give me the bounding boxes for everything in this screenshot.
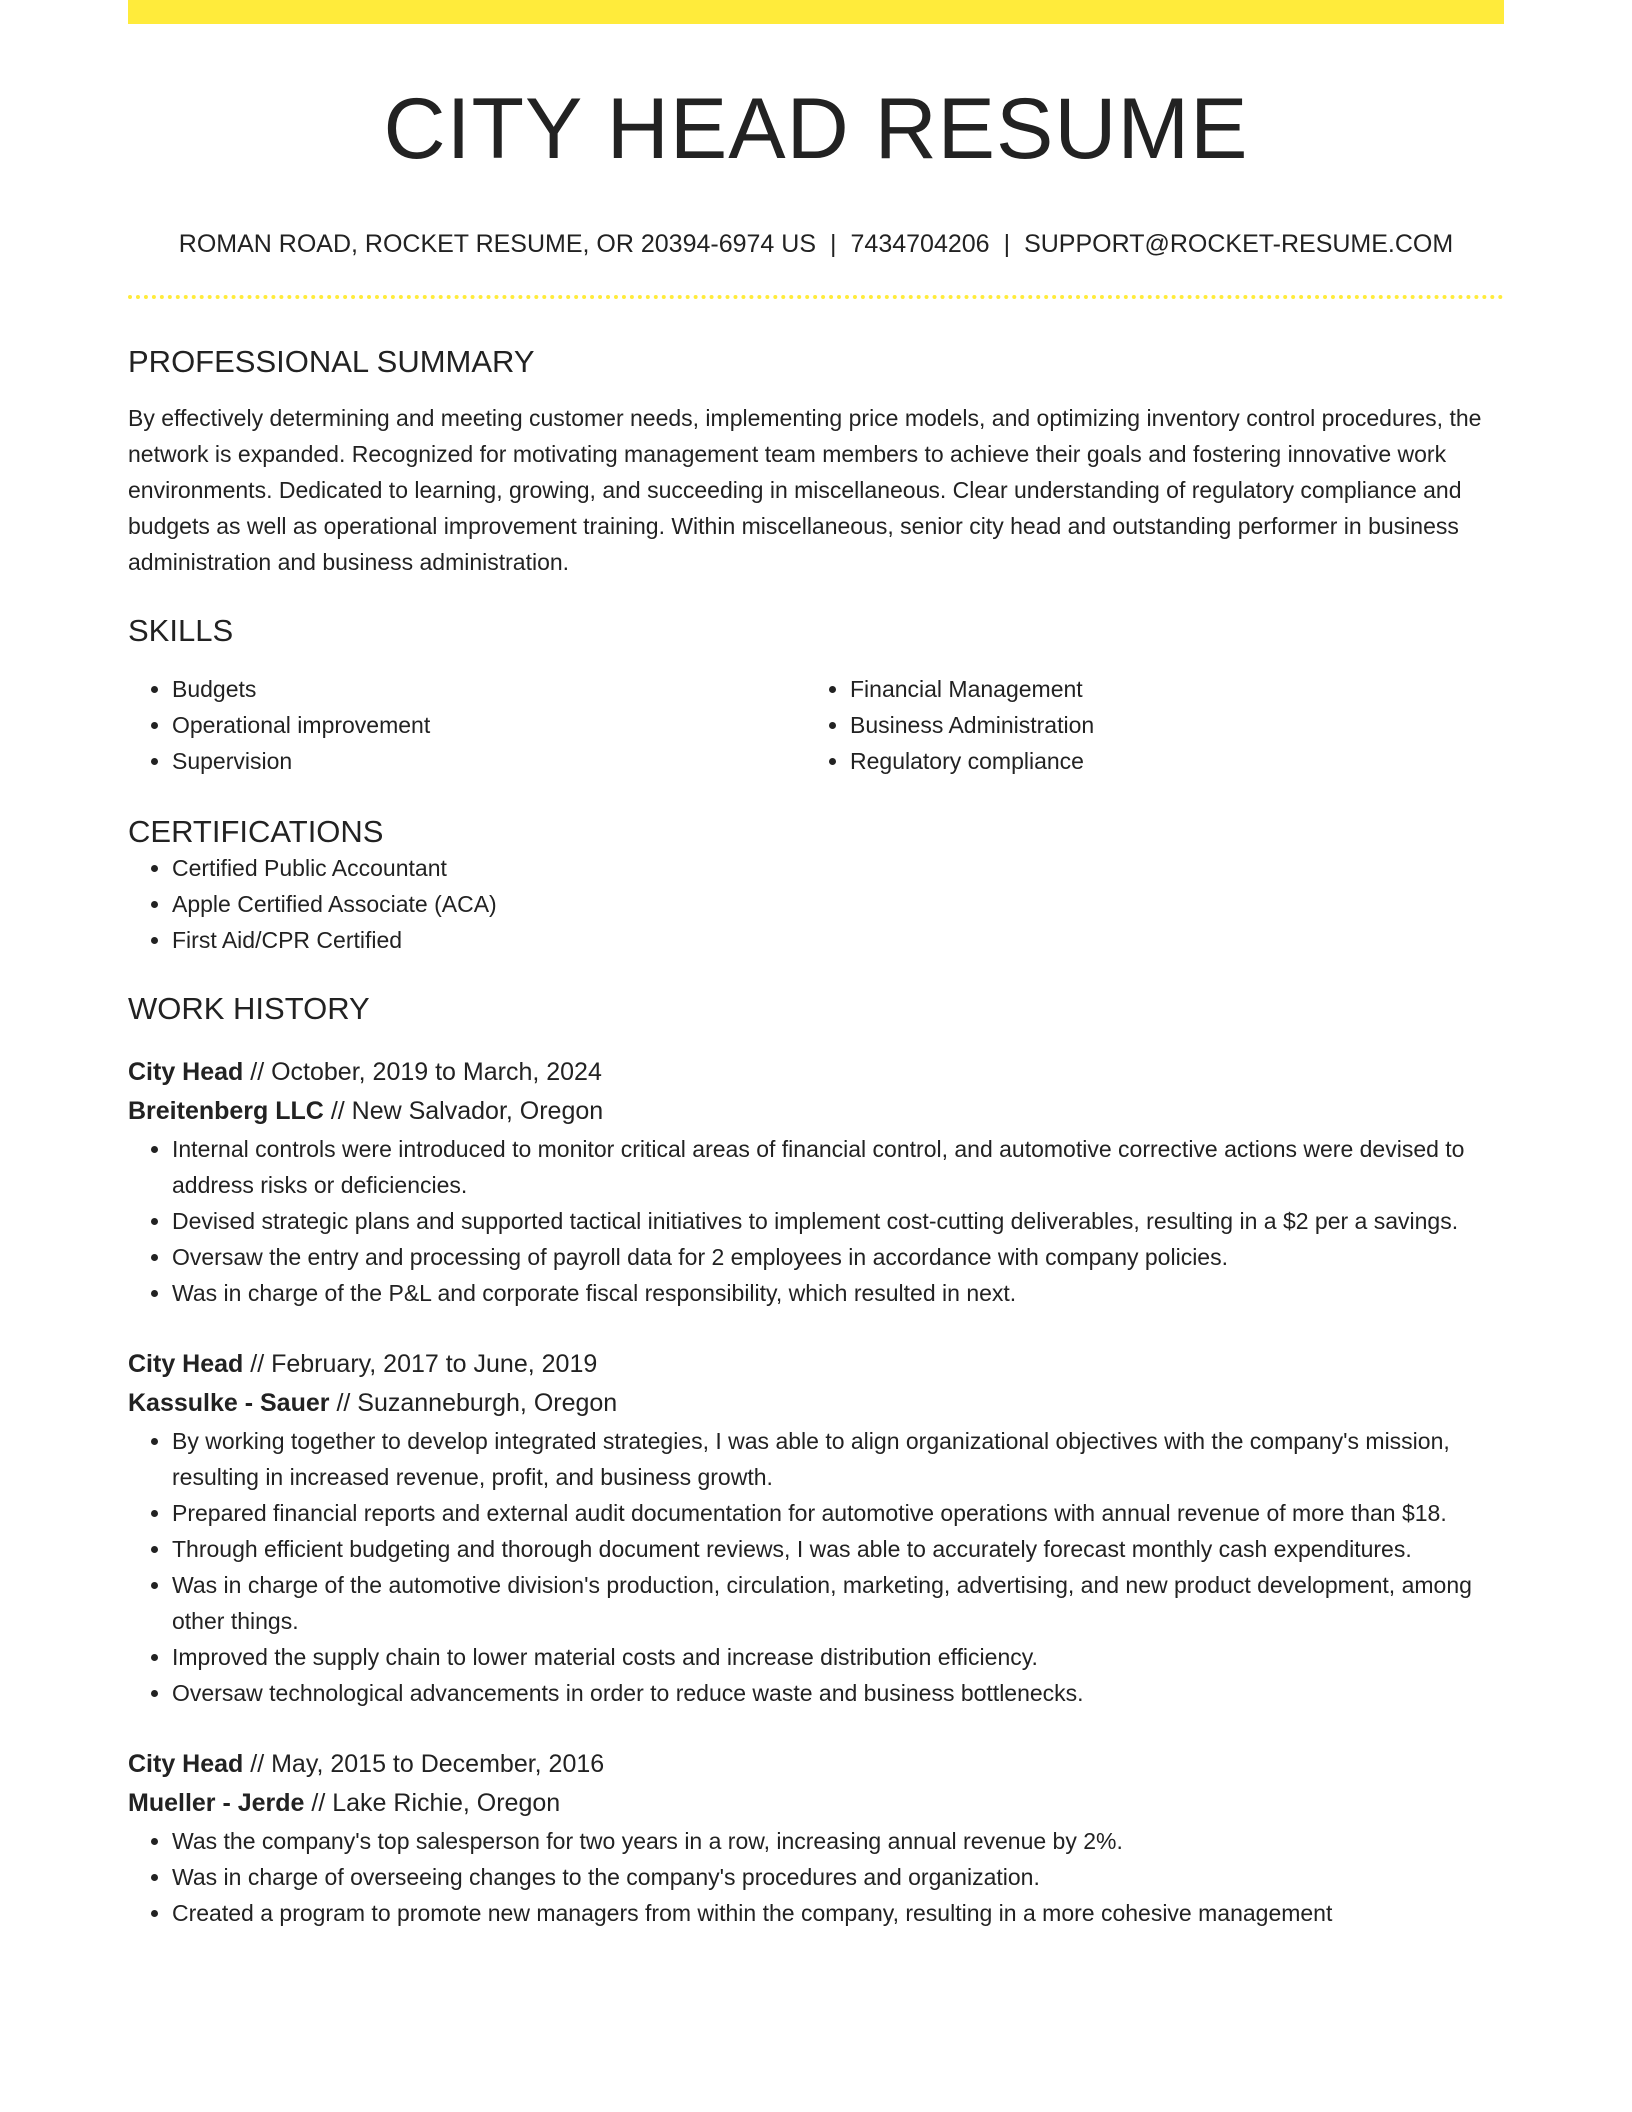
skills-right-column: [806, 671, 1484, 779]
job-company-line: [128, 1384, 1504, 1423]
job-bullet: • Oversaw technological advancements in order to reduce waste and business bottlenecks.: [172, 1675, 1504, 1711]
skills-heading: SKILLS: [128, 612, 234, 648]
job-bullets: [128, 1823, 1504, 1931]
job-bullets: [128, 1131, 1504, 1311]
job-bullet: • Oversaw the entry and processing of payroll data for 2 employees in accordance with company policies.: [172, 1239, 1504, 1275]
job-dates: // February, 2017 to June, 2019: [250, 1350, 598, 1379]
job-bullets: [128, 1423, 1504, 1711]
job-bullet: • Was in charge of the automotive division's production, circulation, marketing, advertising, and new product development, among other things.: [172, 1567, 1504, 1639]
top-accent-bar: [128, 0, 1504, 24]
job-bullet: • Devised strategic plans and supported tactical initiatives to implement cost-cutting deliverables, resulting in a $2 per a savings.: [172, 1203, 1504, 1239]
skill-item: • Business Administration: [850, 707, 1484, 743]
contact-line: [128, 229, 1504, 259]
job-location: // Lake Richie, Oregon: [311, 1789, 561, 1818]
job-entry: [128, 1745, 1504, 1931]
skills-grid: [128, 671, 1504, 779]
work-history-heading: WORK HISTORY: [128, 991, 370, 1027]
job-location: // New Salvador, Oregon: [330, 1097, 604, 1126]
skill-item: • Budgets: [172, 671, 806, 707]
job-bullet: • Was the company's top salesperson for two years in a row, increasing annual revenue by 2%.: [172, 1823, 1504, 1859]
job-company-line: [128, 1092, 1504, 1131]
job-bullet: • Internal controls were introduced to monitor critical areas of financial control, and automotive corrective actions were devised to address risks or deficiencies.: [172, 1131, 1504, 1203]
certification-item: • Certified Public Accountant: [172, 850, 1504, 886]
job-entry: [128, 1053, 1504, 1311]
contact-separator: |: [830, 229, 837, 258]
job-company: Mueller - Jerde: [128, 1789, 305, 1818]
job-role: City Head: [128, 1750, 244, 1779]
resume-page: [128, 0, 1504, 1931]
job-role: City Head: [128, 1058, 244, 1087]
certifications-list: [128, 850, 1504, 958]
job-role-line: [128, 1745, 1504, 1784]
job-bullet: • Prepared financial reports and external audit documentation for automotive operations with annual revenue of more than $18.: [172, 1495, 1504, 1531]
job-company-line: [128, 1784, 1504, 1823]
skill-item: • Financial Management: [850, 671, 1484, 707]
job-dates: // October, 2019 to March, 2024: [250, 1058, 602, 1087]
job-entry: [128, 1345, 1504, 1711]
job-bullet: • Was in charge of overseeing changes to the company's procedures and organization.: [172, 1859, 1504, 1895]
job-role: City Head: [128, 1350, 244, 1379]
certifications-heading: CERTIFICATIONS: [128, 813, 384, 849]
skill-item: • Supervision: [172, 743, 806, 779]
summary-text: By effectively determining and meeting customer needs, implementing price models, and optimizing inventory control procedures, the network is expanded. Recognized for motivating management team members to achieve their goals and fostering innovative work environments. Dedicated to learning, growing, and succeeding in miscellaneous. Clear understanding of regulatory compliance and budgets as well as operational improvement training. Within miscellaneous, senior city head and outstanding performer in business administration and business administration.: [128, 404, 1482, 575]
job-dates: // May, 2015 to December, 2016: [250, 1750, 605, 1779]
job-bullet: • Through efficient budgeting and thorough document reviews, I was able to accurately forecast monthly cash expenditures.: [172, 1531, 1504, 1567]
job-role-line: [128, 1053, 1504, 1092]
job-bullet: • Was in charge of the P&L and corporate fiscal responsibility, which resulted in next.: [172, 1275, 1504, 1311]
dotted-divider: [128, 295, 1504, 299]
certification-item: • First Aid/CPR Certified: [172, 922, 1504, 958]
job-company: Breitenberg LLC: [128, 1097, 324, 1126]
job-bullet: • Improved the supply chain to lower material costs and increase distribution efficiency.: [172, 1639, 1504, 1675]
skills-left-column: [128, 671, 806, 779]
summary-heading: PROFESSIONAL SUMMARY: [128, 343, 535, 379]
contact-phone: 7434704206: [850, 229, 990, 258]
skill-item: • Regulatory compliance: [850, 743, 1484, 779]
contact-address: ROMAN ROAD, ROCKET RESUME, OR 20394-6974 US: [178, 229, 817, 258]
skill-item: • Operational improvement: [172, 707, 806, 743]
contact-email: SUPPORT@ROCKET-RESUME.COM: [1024, 229, 1454, 258]
resume-title: CITY HEAD RESUME: [383, 81, 1249, 177]
certification-item: • Apple Certified Associate (ACA): [172, 886, 1504, 922]
job-role-line: [128, 1345, 1504, 1384]
job-location: // Suzanneburgh, Oregon: [336, 1389, 618, 1418]
job-bullet: • Created a program to promote new managers from within the company, resulting in a more cohesive management: [172, 1895, 1504, 1931]
job-bullet: • By working together to develop integrated strategies, I was able to align organizational objectives with the company's mission, resulting in increased revenue, profit, and business growth.: [172, 1423, 1504, 1495]
contact-separator: |: [1003, 229, 1011, 258]
job-company: Kassulke - Sauer: [128, 1389, 330, 1418]
